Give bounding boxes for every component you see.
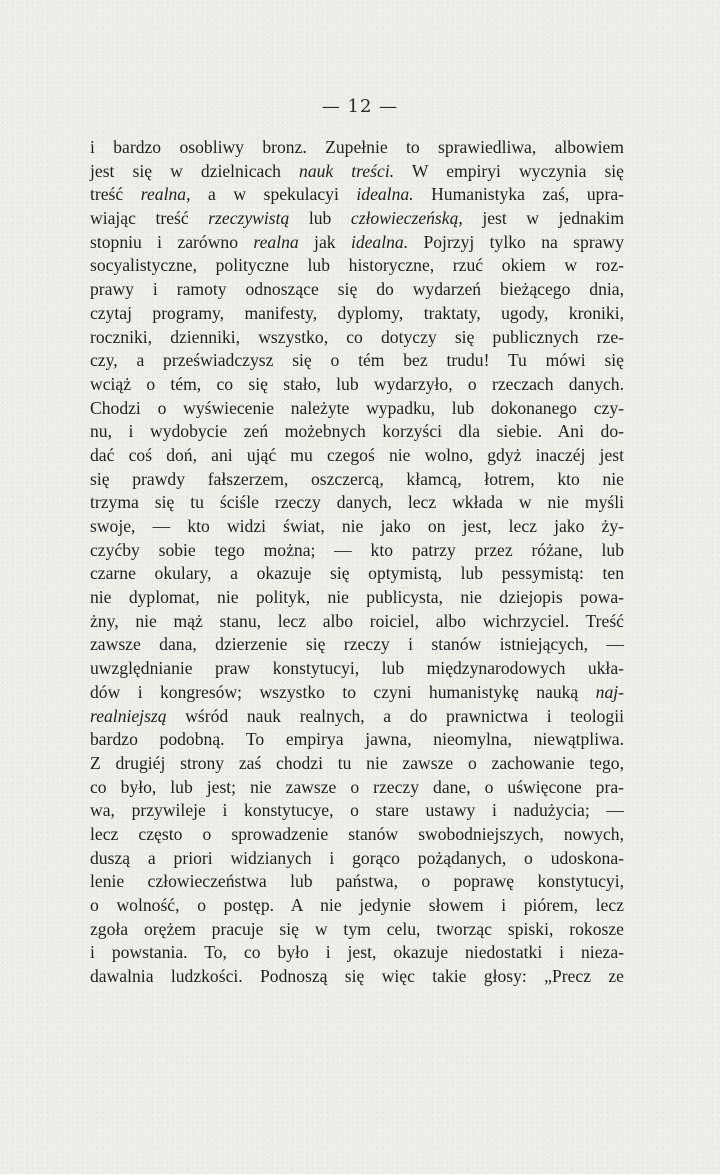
text-line	[90, 562, 624, 586]
text-line	[90, 183, 624, 207]
text-segment: socyalistyczne, polityczne lub historyczne, rzuć okiem w roz-	[90, 255, 624, 276]
text-line	[90, 586, 624, 610]
text-line	[90, 515, 624, 539]
text-segment: dów i kongresów; wszystko to czyni humanistykę nauką	[90, 681, 596, 702]
text-line	[90, 752, 624, 776]
text-segment: , jest w jednakim	[458, 208, 625, 229]
text-line	[90, 136, 624, 160]
text-line	[90, 444, 624, 468]
text-segment: i bardzo osobliwy bronz. Zupełnie to sprawiedliwa, albowiem	[90, 137, 624, 157]
text-segment: roczniki, dzienniki, wszystko, co dotyczy się publicznych rze-	[90, 326, 624, 347]
italic-term: realniejszą	[90, 705, 167, 726]
text-line	[90, 207, 624, 231]
text-line	[90, 776, 624, 800]
text-segment: W empiryi wyczynia się	[394, 160, 624, 181]
text-segment: zgoła orężem pracuje się w tym celu, tworząc spiski, rokosze	[90, 918, 624, 939]
text-line	[90, 918, 624, 942]
text-line	[90, 349, 624, 373]
text-line	[90, 254, 624, 278]
text-line	[90, 894, 624, 918]
text-line	[90, 278, 624, 302]
text-segment: żny, nie mąż stanu, lecz albo roiciel, albo wichrzyciel. Treść	[90, 610, 624, 631]
italic-term: człowieczeńską	[350, 208, 459, 229]
text-segment: czarne okulary, a okazuje się optymistą, lub pessymistą: ten	[90, 563, 624, 584]
text-segment: czytaj programy, manifesty, dyplomy, traktaty, ugody, kroniki,	[90, 302, 624, 323]
text-line	[90, 302, 624, 326]
text-line	[90, 799, 624, 823]
text-segment: dać coś doń, ani ująć mu czegoś nie wolno, gdyż inaczéj jest	[90, 444, 624, 465]
text-segment: i powstania. To, co było i jest, okazuje niedostatki i nieza-	[90, 942, 624, 963]
text-line	[90, 468, 624, 492]
text-segment: jest się w dzielnicach	[90, 160, 300, 181]
text-segment: duszą a priori widzianych i gorąco pożądanych, o udoskona-	[90, 847, 624, 868]
text-segment: wśród nauk realnych, a do prawnictwa i teologii	[166, 705, 624, 726]
italic-term: rzeczywistą	[208, 208, 290, 229]
italic-term: naj-	[595, 681, 624, 702]
page-number: — 12 —	[321, 96, 399, 117]
text-line	[90, 231, 624, 255]
italic-term: idealna.	[350, 231, 409, 252]
text-line	[90, 420, 624, 444]
text-segment: jak	[298, 231, 351, 252]
text-segment: swoje, — kto widzi świat, nie jako on jest, lecz jako ży-	[90, 516, 624, 536]
italic-term: nauk treści.	[299, 160, 395, 181]
text-segment: Chodzi o wyświecenie należyte wypadku, lub dokonanego czy-	[90, 397, 624, 418]
italic-term: realna	[140, 184, 187, 205]
text-line	[90, 823, 624, 847]
text-segment: czyćby sobie tego można; — kto patrzy przez różane, lub	[90, 539, 624, 560]
text-line	[90, 610, 624, 634]
text-segment: zawsze dana, dzierzenie się rzeczy i stanów istniejących, —	[90, 634, 624, 655]
italic-term: realna	[253, 231, 299, 252]
text-line	[90, 847, 624, 871]
text-segment: prawy i ramoty odnoszące się do wydarzeń bieżącego dnia,	[90, 279, 624, 300]
body-text	[90, 136, 624, 989]
text-segment: dawalnia ludzkości. Podnoszą się więc takie głosy: „Precz ze	[90, 966, 624, 987]
text-segment: lenie człowieczeństwa lub państwa, o poprawę konstytucyi,	[90, 871, 624, 892]
text-line	[90, 539, 624, 563]
text-line	[90, 160, 624, 184]
text-line	[90, 728, 624, 752]
text-segment: Z drugiéj strony zaś chodzi tu nie zawsze o zachowanie tego,	[90, 752, 624, 773]
text-segment: uwzględnianie praw konstytucyi, lub międzynarodowych ukła-	[90, 658, 624, 679]
text-segment: , a w spekulacyi	[186, 184, 357, 205]
text-segment: co było, lub jest; nie zawsze o rzeczy dane, o uświęcone pra-	[90, 776, 624, 797]
text-segment: nie dyplomat, nie polityk, nie publicysta, nie dziejopis powa-	[90, 587, 624, 608]
text-segment: Humanistyka zaś, upra-	[413, 184, 624, 205]
text-segment: trzyma się tu ściśle rzeczy danych, lecz wkłada w nie myśli	[90, 492, 624, 513]
text-segment: nu, i wydobycie zeń możebnych korzyści dla siebie. Ani do-	[90, 421, 624, 442]
text-segment: bardzo podobną. To empirya jawna, nieomylna, niewątpliwa.	[90, 729, 624, 750]
text-segment: o wolność, o postęp. A nie jedynie słowem i piórem, lecz	[90, 895, 624, 915]
text-segment: lecz często o sprowadzenie stanów swobodniejszych, nowych,	[90, 823, 624, 844]
text-line	[90, 705, 624, 729]
text-line	[90, 491, 624, 515]
text-segment: czy, a przeświadczysz się o tém bez trudu! Tu mówi się	[90, 350, 624, 371]
text-segment: stopniu i zarówno	[90, 231, 254, 252]
text-line	[90, 870, 624, 894]
text-segment: Pojrzyj tylko na sprawy	[408, 231, 625, 252]
text-line	[90, 633, 624, 657]
italic-term: idealna.	[356, 184, 414, 205]
text-segment: treść	[90, 184, 141, 205]
text-line	[90, 965, 624, 989]
text-segment: wiając treść	[90, 208, 209, 229]
text-segment: się prawdy fałszerzem, oszczercą, kłamcą, łotrem, kto nie	[90, 468, 624, 489]
text-segment: lub	[289, 208, 351, 229]
text-segment: wa, przywileje i konstytucye, o stare ustawy i nadużycia; —	[90, 800, 624, 821]
text-line	[90, 941, 624, 965]
text-line	[90, 326, 624, 350]
text-line	[90, 681, 624, 705]
text-segment: wciąż o tém, co się stało, lub wydarzyło, o rzeczach danych.	[90, 373, 624, 394]
text-line	[90, 657, 624, 681]
text-line	[90, 397, 624, 421]
text-line	[90, 373, 624, 397]
